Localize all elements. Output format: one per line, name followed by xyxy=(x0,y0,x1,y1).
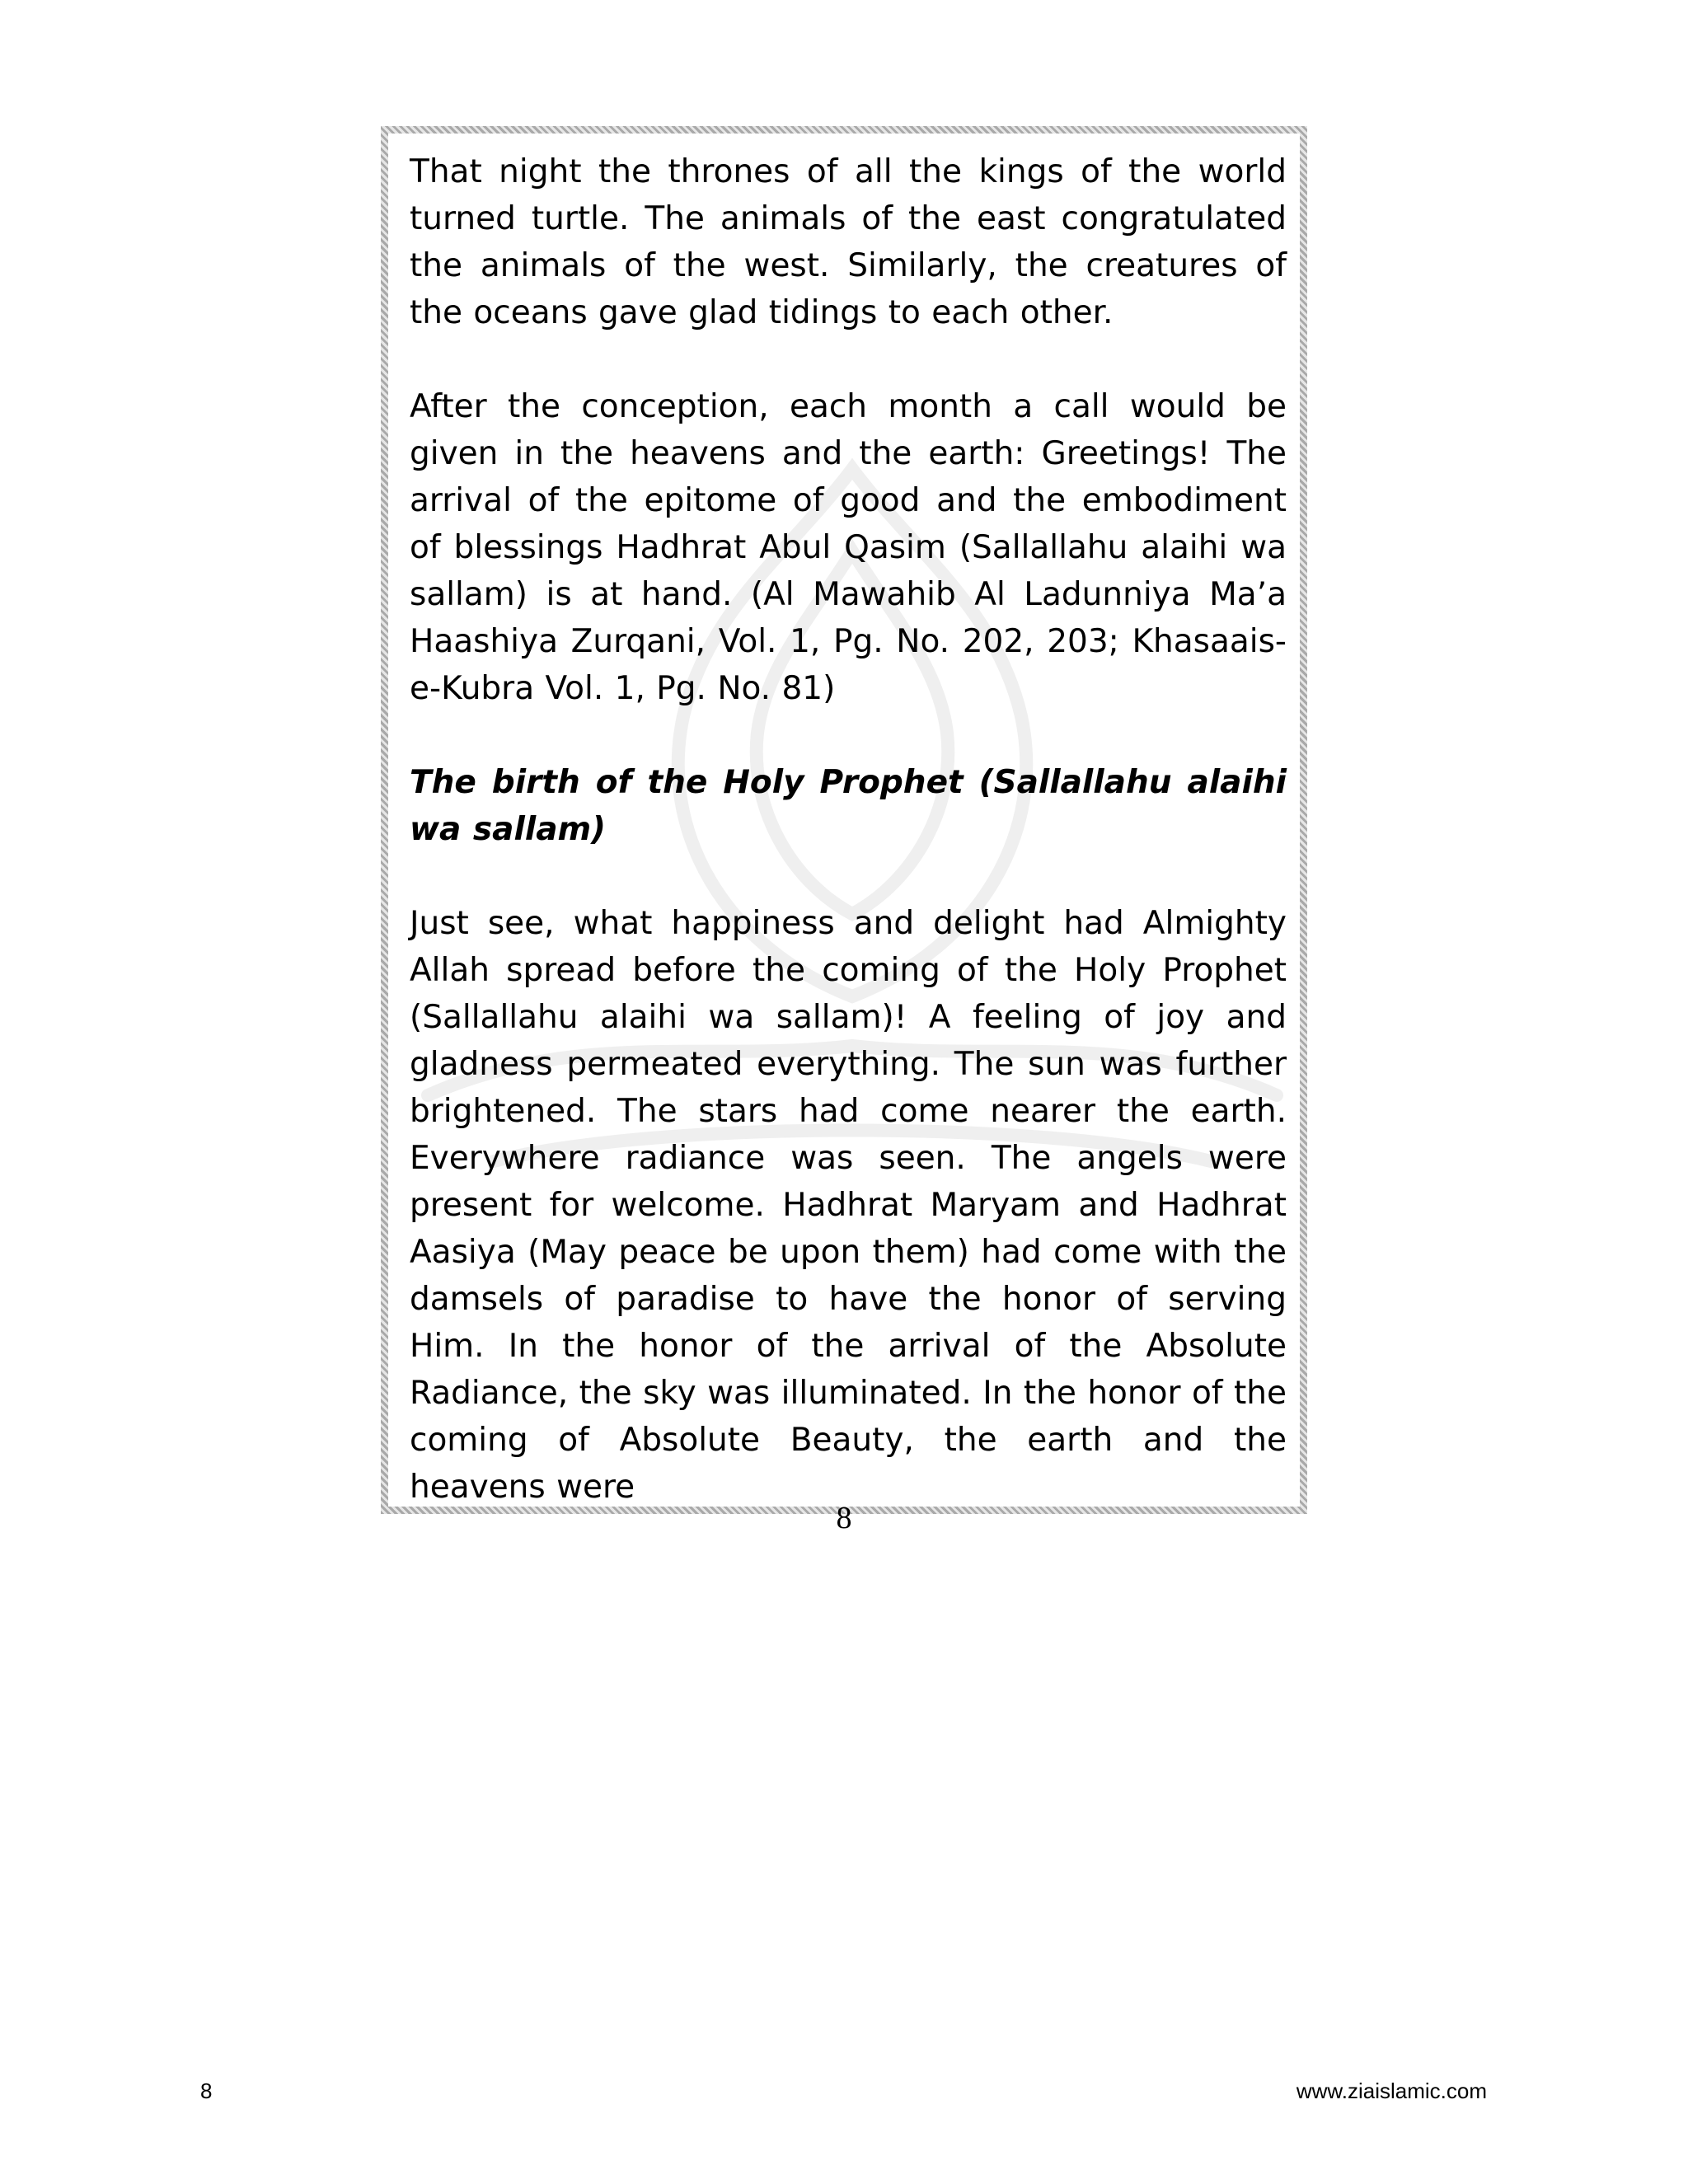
inner-page-number: 8 xyxy=(836,1501,852,1535)
paragraph-happiness: Just see, what happiness and delight had Almighty Allah spread before the coming of the Holy Prophet (Sallallahu alaihi wa sallam)! A feeling of joy and gladness permeated everything. The sun was further brightened. The stars had come nearer the earth. Everywhere radiance was seen. The angels were present for welcome. Hadhrat Maryam and Hadhrat Aasiya (May peace be upon them) had come with the damsels of paradise to have the honor of serving Him. In the honor of the arrival of the Absolute Radiance, the sky was illuminated. In the honor of the coming of Absolute Beauty, the earth and the heavens were xyxy=(410,905,1287,1506)
paragraph-thrones: That night the thrones of all the kings of the world turned turtle. The animals of the east congratulated the animals of the west. Similarly, the creatures of the oceans gave glad tidings to each other. xyxy=(410,153,1287,331)
page-frame xyxy=(381,126,1307,1514)
footer-website: www.ziaislamic.com xyxy=(1296,2079,1487,2103)
footer-page-number: 8 xyxy=(200,2079,213,2103)
section-heading: The birth of the Holy Prophet (Sallallahu alaihi wa sallam) xyxy=(410,764,1287,848)
text-content xyxy=(410,148,1287,1511)
paragraph-conception: After the conception, each month a call would be given in the heavens and the earth: Greetings! The arrival of the epitome of good and the embodiment of blessings Hadhrat Abul Qasim (Sallallahu alaihi wa sallam) is at hand. (Al Mawahib Al Ladunniya Ma’a Haashiya Zurqani, Vol. 1, Pg. No. 202, 203; Khasaais-e-Kubra Vol. 1, Pg. No. 81) xyxy=(410,388,1287,707)
